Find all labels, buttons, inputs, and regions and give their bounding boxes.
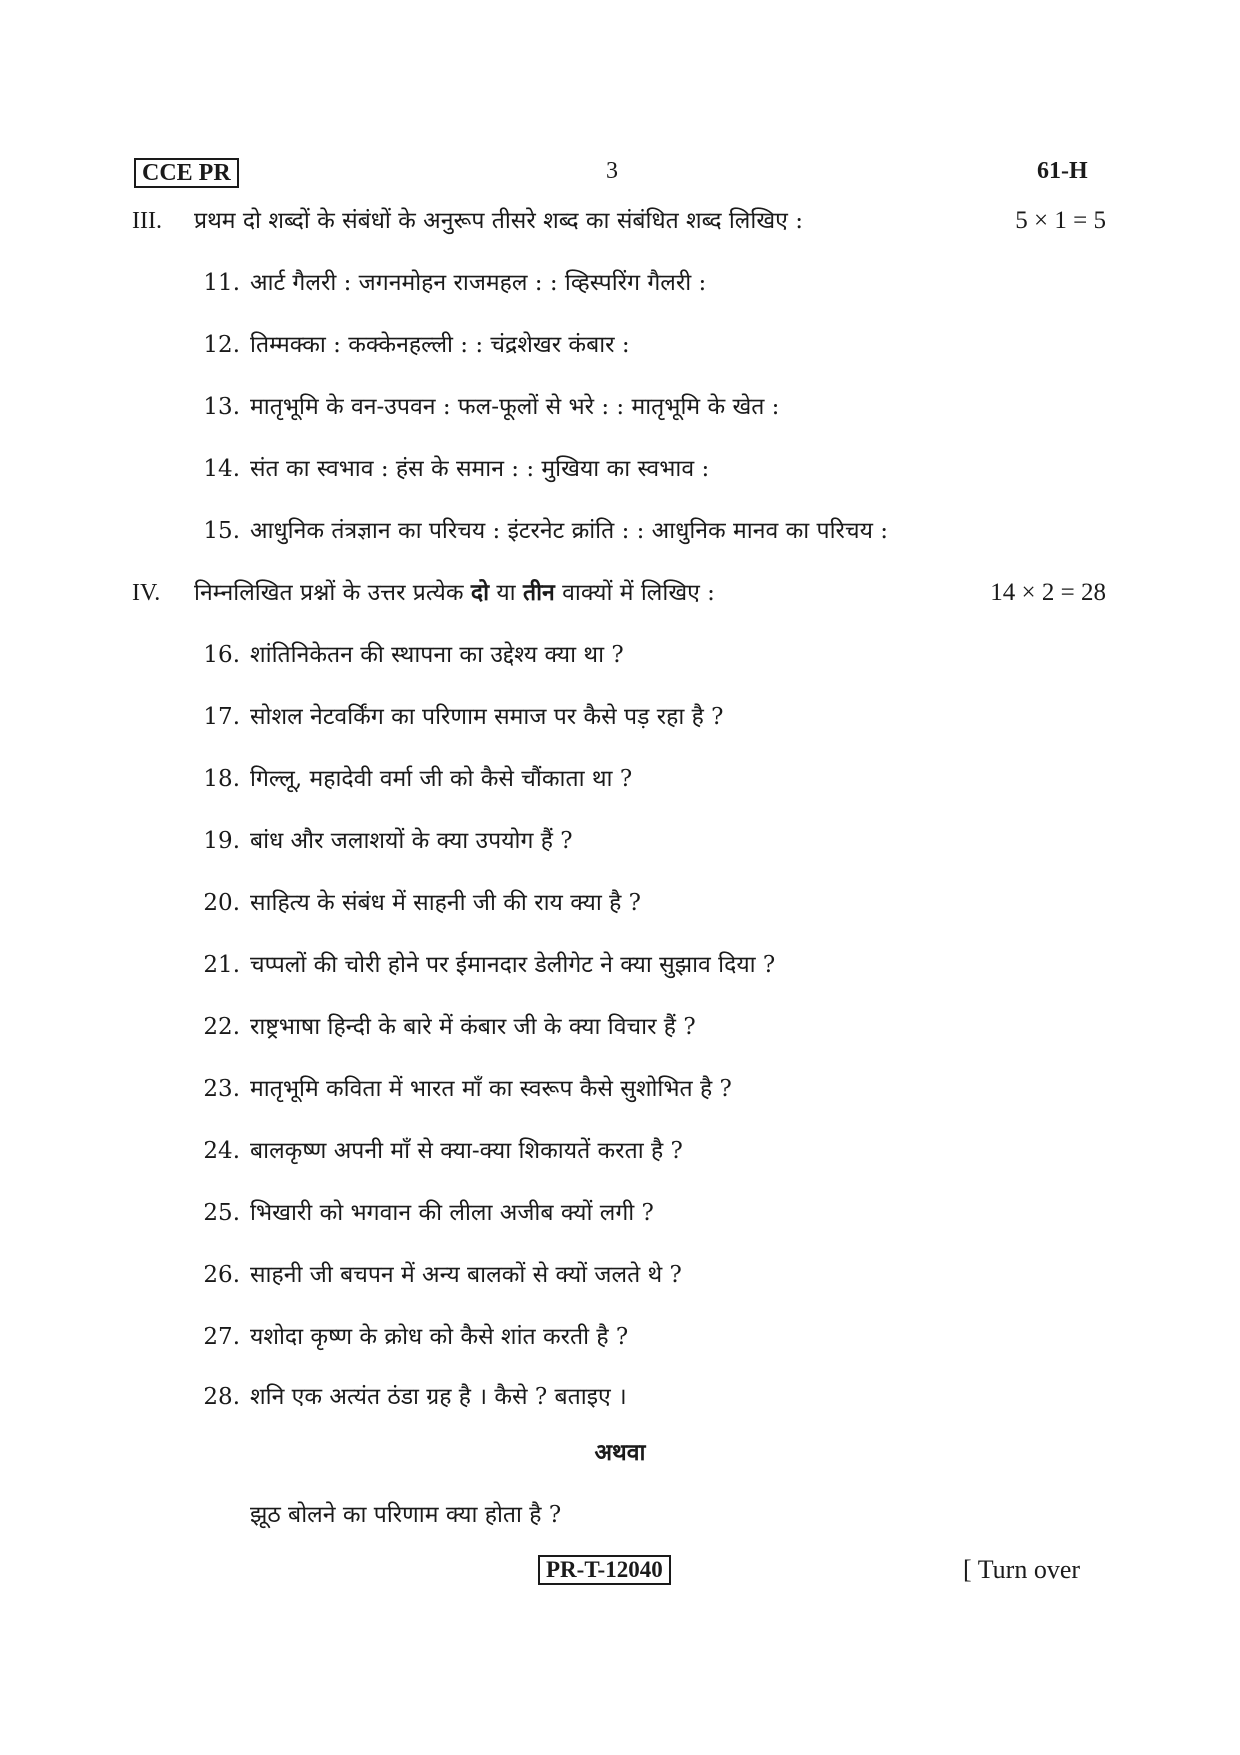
- question-number: 11.: [203, 270, 240, 296]
- question-number: 16.: [203, 642, 240, 668]
- question-item: [184, 268, 706, 298]
- question-text: यशोदा कृष्ण के क्रोध को कैसे शांत करती है ?: [250, 1324, 629, 1350]
- question-number: 12.: [203, 332, 240, 358]
- section-4-instruction: निम्नलिखित प्रश्नों के उत्तर प्रत्येक दो या तीन वाक्यों में लिखिए :: [194, 579, 715, 606]
- question-item: [184, 454, 709, 484]
- question-number: 27.: [203, 1324, 240, 1350]
- question-text: साहित्य के संबंध में साहनी जी की राय क्या है ?: [250, 890, 641, 916]
- question-item: [184, 888, 641, 918]
- paper-code: PR-T-12040: [538, 1555, 671, 1585]
- section-3-roman: III.: [132, 208, 162, 234]
- question-item: [184, 1074, 732, 1104]
- question-number: 23.: [203, 1076, 240, 1102]
- question-text: बांध और जलाशयों के क्या उपयोग हैं ?: [250, 828, 573, 854]
- question-text: साहनी जी बचपन में अन्य बालकों से क्यों जलते थे ?: [250, 1262, 682, 1288]
- question-text: शनि एक अत्यंत ठंडा ग्रह है । कैसे ? बताइए ।: [250, 1384, 627, 1410]
- question-number: 19.: [203, 828, 240, 854]
- question-item: [184, 826, 573, 856]
- question-number: 24.: [203, 1138, 240, 1164]
- question-number: 15.: [203, 518, 240, 544]
- question-text: मातृभूमि कविता में भारत माँ का स्वरूप कैसे सुशोभित है ?: [250, 1076, 732, 1102]
- question-number: 13.: [203, 394, 240, 420]
- question-item: [184, 1012, 696, 1042]
- question-number: 21.: [203, 952, 240, 978]
- question-number: 22.: [203, 1014, 240, 1040]
- question-number: 17.: [203, 704, 240, 730]
- question-text: आर्ट गैलरी : जगनमोहन राजमहल : : व्हिस्परिंग गैलरी :: [250, 270, 707, 296]
- section-4-roman: IV.: [132, 580, 161, 606]
- question-number: 18.: [203, 766, 240, 792]
- turn-over-note: [ Turn over: [963, 1555, 1081, 1584]
- question-text: गिल्लू, महादेवी वर्मा जी को कैसे चौंकाता था ?: [250, 766, 633, 792]
- question-text: आधुनिक तंत्रज्ञान का परिचय : इंटरनेट क्रांति : : आधुनिक मानव का परिचय :: [250, 518, 888, 544]
- page-number: 3: [606, 158, 618, 184]
- or-label: अथवा: [594, 1439, 646, 1466]
- question-item: [184, 516, 888, 546]
- question-item: [184, 1322, 628, 1352]
- question-number: 20.: [203, 890, 240, 916]
- question-number: 25.: [203, 1200, 240, 1226]
- question-item: [184, 702, 723, 732]
- question-text: सोशल नेटवर्किंग का परिणाम समाज पर कैसे पड़ रहा है ?: [250, 704, 724, 730]
- header-right-code: 61-H: [1037, 158, 1088, 184]
- question-text: भिखारी को भगवान की लीला अजीब क्यों लगी ?: [250, 1200, 654, 1226]
- header-left-code: CCE PR: [134, 158, 239, 188]
- question-item: [184, 1198, 654, 1228]
- question-text: शांतिनिकेतन की स्थापना का उद्देश्य क्या था ?: [250, 642, 624, 668]
- section-4-marks: 14 × 2 = 28: [990, 579, 1106, 606]
- question-text: राष्ट्रभाषा हिन्दी के बारे में कंबार जी के क्या विचार हैं ?: [250, 1014, 696, 1040]
- section-3-marks: 5 × 1 = 5: [1015, 207, 1106, 234]
- question-number: 28.: [203, 1384, 240, 1410]
- question-item: [184, 950, 775, 980]
- question-number: 14.: [203, 456, 240, 482]
- question-item: [184, 392, 779, 422]
- question-text: संत का स्वभाव : हंस के समान : : मुखिया का स्वभाव :: [250, 456, 710, 482]
- question-text: चप्पलों की चोरी होने पर ईमानदार डेलीगेट ने क्या सुझाव दिया ?: [250, 952, 776, 978]
- question-text: मातृभूमि के वन-उपवन : फल-फूलों से भरे : : मातृभूमि के खेत :: [250, 394, 780, 420]
- question-text: तिम्मक्का : कक्केनहल्ली : : चंद्रशेखर कंबार :: [250, 332, 630, 358]
- section-3-instruction: प्रथम दो शब्दों के संबंधों के अनुरूप तीसरे शब्द का संबंधित शब्द लिखिए :: [194, 208, 803, 234]
- question-number: 26.: [203, 1262, 240, 1288]
- question-item: [184, 330, 630, 360]
- question-item: [184, 1382, 627, 1412]
- question-text: बालकृष्ण अपनी माँ से क्या-क्या शिकायतें करता है ?: [250, 1138, 683, 1164]
- question-item: [184, 640, 624, 670]
- question-item: [184, 1260, 682, 1290]
- alternate-question: झूठ बोलने का परिणाम क्या होता है ?: [250, 1502, 562, 1528]
- question-item: [184, 1136, 683, 1166]
- question-item: [184, 764, 632, 794]
